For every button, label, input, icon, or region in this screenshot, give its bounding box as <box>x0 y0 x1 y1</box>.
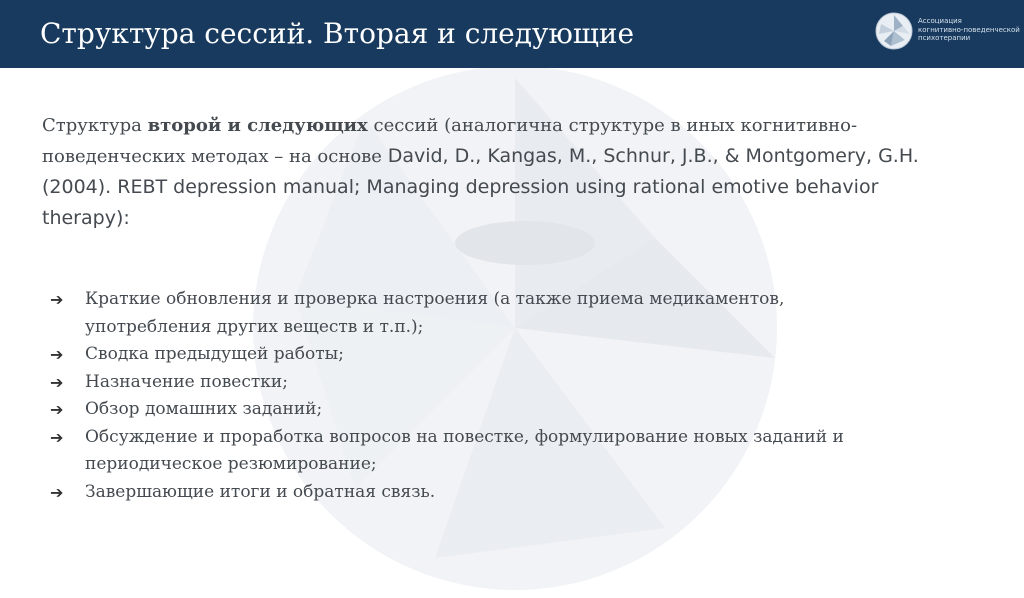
logo-line: Ассоциация <box>918 17 962 25</box>
intro-text: Структура <box>42 115 148 136</box>
arrow-icon: ➔ <box>50 290 64 309</box>
arrow-icon: ➔ <box>50 345 64 364</box>
logo-line: когнитивно-поведенческой <box>918 25 1020 34</box>
logo-line: психотерапии <box>918 34 971 42</box>
list-item <box>50 369 910 397</box>
association-logo <box>875 12 1020 52</box>
arrow-icon: ➔ <box>50 482 64 502</box>
list-item-text: Завершающие итоги и обратная связь. <box>85 481 436 502</box>
slide-title: Структура сессий. Вторая и следующие <box>40 17 635 50</box>
list-item <box>50 341 910 369</box>
list-item-text: Назначение повестки; <box>85 371 288 392</box>
list-item-text: Обсуждение и проработка вопросов на повестке, формулирование новых заданий и периодическое резюмирование; <box>85 426 844 474</box>
arrow-icon: ➔ <box>50 427 64 447</box>
arrow-icon: ➔ <box>50 400 64 419</box>
list-item-text: Сводка предыдущей работы; <box>85 344 344 364</box>
arrow-icon: ➔ <box>50 372 64 392</box>
list-item <box>50 424 910 479</box>
reference-citation: David, D., Kangas, M., Schnur, J.B., & Montgomery, G.H. (2004). REBT depression manual; Managing depression using rational emotive behavior therapy): <box>42 145 919 229</box>
session-steps-list <box>50 286 910 506</box>
intro-bold-text: второй и следующих <box>147 115 368 136</box>
globe-icon <box>875 12 913 50</box>
logo-text <box>918 17 1020 43</box>
intro-text: сессий (аналогична структуре в иных когнитивно-поведенческих методах – на основе <box>42 115 858 167</box>
list-item <box>50 286 910 341</box>
list-item <box>50 479 910 507</box>
slide-header <box>0 0 1024 68</box>
intro-paragraph <box>42 110 942 234</box>
list-item-text: Краткие обновления и проверка настроения (а также приема медикаментов, употребления других веществ и т.п.); <box>85 289 785 337</box>
list-item-text: Обзор домашних заданий; <box>85 399 323 419</box>
list-item <box>50 396 910 424</box>
